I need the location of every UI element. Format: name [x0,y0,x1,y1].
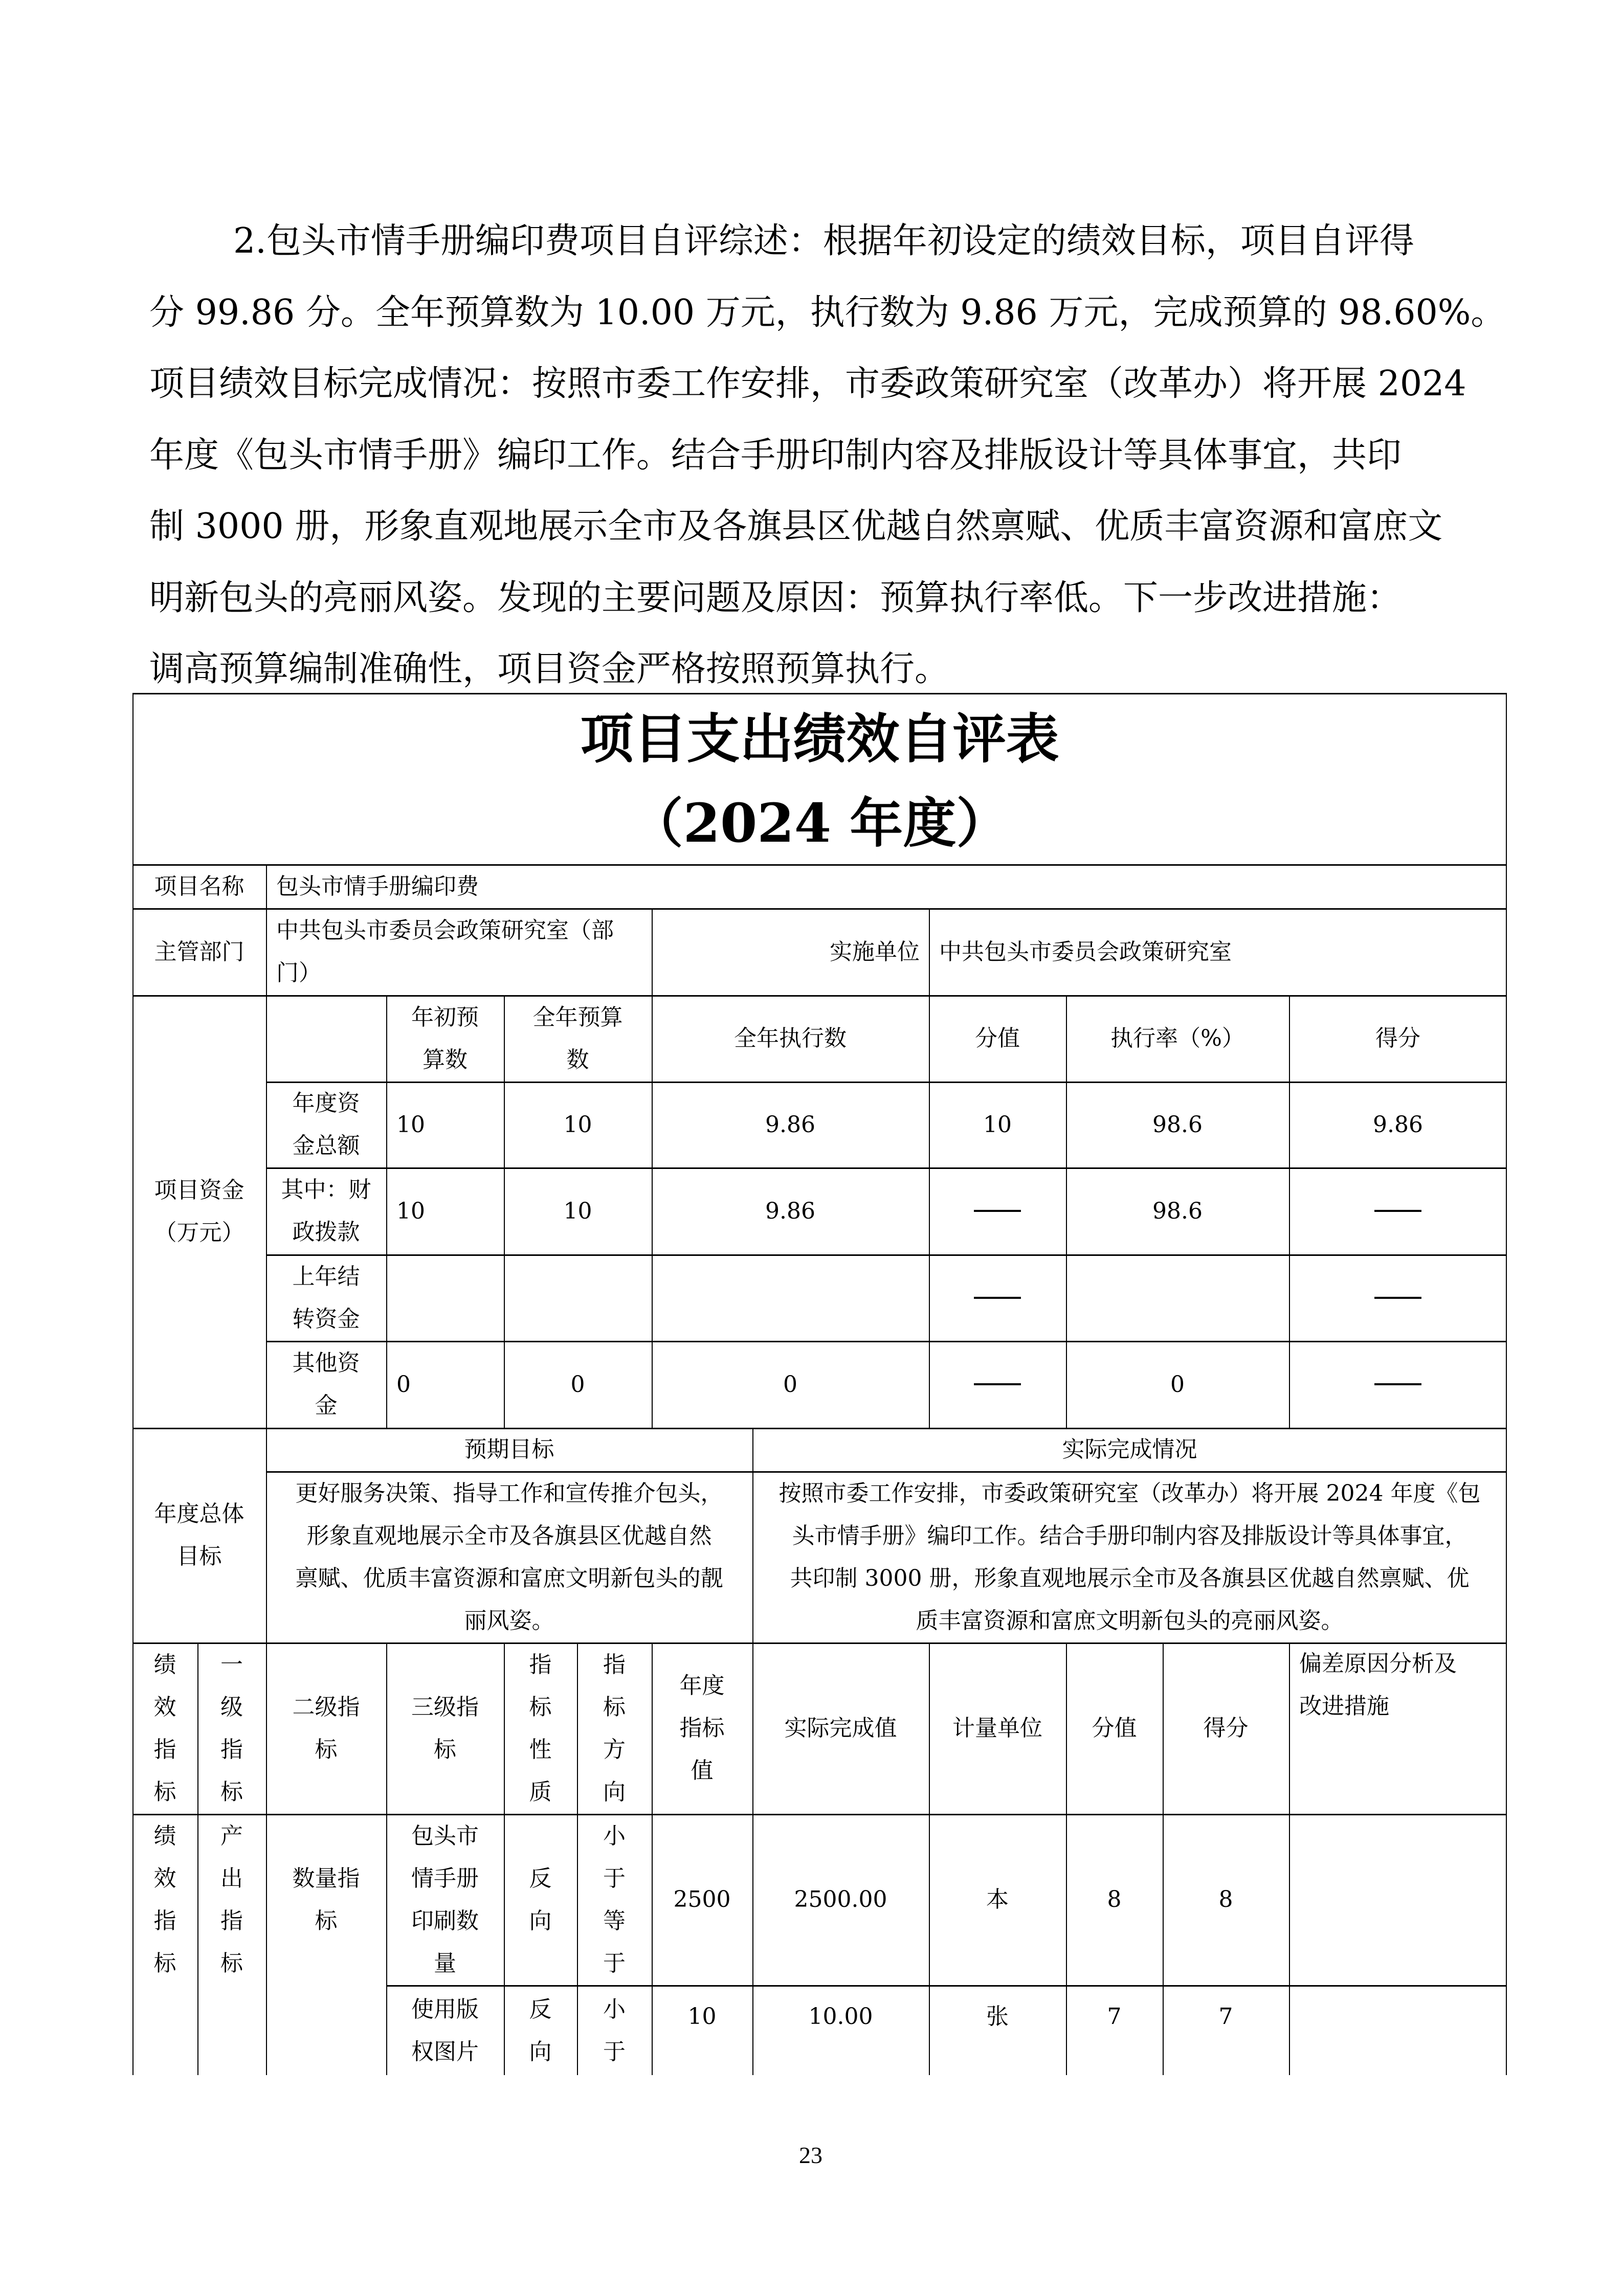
header-score [1163,1642,1289,1814]
group-level2 [266,1814,386,2075]
goal-line: 共印制 3000 册，形象直观地展示全市及各旗县区优越自然禀赋、优 [790,1565,1470,1591]
value-text: 10 [563,1111,592,1138]
header-analysis [1289,1642,1507,1814]
header-text: 级 [220,1694,243,1720]
header-text: 实际完成情况 [1062,1436,1197,1462]
cell-text: 反 [529,1865,552,1892]
header-text: 全年预算 [532,1004,623,1030]
header-text: 年初预 [411,1004,479,1030]
funds-score-dash [1289,1341,1507,1428]
funds-annual [504,1082,652,1167]
indicator-weight [1066,1814,1163,1985]
header-text: 标 [529,1694,552,1720]
header-text: 算数 [422,1046,468,1073]
actual-status-header [752,1428,1507,1471]
cell-text: 等 [603,1907,626,1934]
label-text: 主管部门 [154,938,244,965]
cell-text: 情手册 [411,1865,479,1892]
label-text: 其中：财 [281,1177,371,1203]
header-text: 效 [153,1694,176,1720]
label-text: 实施单位 [830,938,920,965]
goals-label [132,1428,266,1642]
header-perf-indicator [132,1642,197,1814]
goal-line: 丽风姿。 [464,1607,554,1634]
header-initial-budget [386,995,504,1082]
paragraph-line: 分 99.86 分。全年预算数为 10.00 万元，执行数为 9.86 万元，完成预算的 98.60%。 [149,292,1506,333]
value-text: 0 [1170,1371,1185,1398]
indicator-nature [504,1986,577,2075]
value-text: 10 [563,1198,592,1224]
group-text: 产 [220,1823,243,1849]
header-text: 得分 [1375,1025,1420,1051]
cell-text: 包头市 [411,1822,479,1849]
value-text: 0 [396,1371,411,1398]
header-text: 标 [220,1779,243,1805]
header-text: 方 [603,1736,626,1763]
level3-indicator [386,1986,504,2075]
header-text: 分值 [975,1025,1020,1051]
indicator-actual [752,1814,929,1985]
cell-text: 小 [603,1996,626,2022]
project-name-label [132,864,266,908]
cell-text: 8 [1218,1886,1233,1912]
table-subtitle: （2024 年度） [630,792,1010,854]
funds-initial [386,1082,504,1167]
dept-value [266,908,652,995]
intro-paragraph [149,206,1506,705]
header-annual-exec [652,995,929,1082]
header-text: 指标 [679,1715,725,1741]
indicator-target [652,1814,752,1985]
header-text: 预期目标 [464,1436,554,1462]
group-level1 [197,1814,266,2075]
header-text: 标 [153,1779,176,1805]
table-border [132,693,1507,694]
header-text: 实际完成值 [784,1715,897,1741]
value-text: 0 [783,1371,797,1398]
label-text: 目标 [176,1543,222,1569]
goal-line: 禀赋、优质丰富资源和富庶文明新包头的靓 [295,1565,723,1591]
header-exec-rate [1066,995,1289,1082]
header-level3 [386,1642,504,1814]
cell-text: 10.00 [808,2003,873,2030]
funds-exec [652,1082,929,1167]
label-text: 上年结 [292,1263,360,1290]
indicator-unit [929,1814,1066,1985]
funds-row-label [266,1341,386,1428]
funds-annual [504,1167,652,1254]
actual-status-text [752,1471,1507,1642]
value-text: 9.86 [765,1198,815,1224]
indicator-score [1163,1814,1289,1985]
header-text: 改进措施 [1299,1693,1389,1719]
cell-text: 于 [603,1950,626,1976]
goal-line: 按照市委工作安排，市委政策研究室（改革办）将开展 2024 年度《包 [778,1480,1481,1506]
group-text: 出 [220,1865,243,1892]
label-text: 金总额 [292,1133,360,1159]
header-unit [929,1642,1066,1814]
dash-icon [1374,1297,1421,1299]
header-text: 得分 [1203,1715,1249,1741]
funds-label [132,995,266,1428]
header-level1 [197,1642,266,1814]
cell-text: 反 [529,1996,552,2022]
indicator-score [1163,1986,1289,2047]
funds-initial [386,1341,504,1428]
header-weight [929,995,1066,1082]
header-weight [1066,1642,1163,1814]
group-text: 绩 [153,1823,176,1849]
value-text: 10 [396,1198,425,1224]
paragraph-line: 项目绩效目标完成情况：按照市委工作安排，市委政策研究室（改革办）将开展 2024 [149,364,1466,404]
label-text: 年度总体 [154,1501,244,1527]
header-text: 数 [566,1046,589,1073]
header-text: 值 [691,1758,714,1784]
group-text: 标 [315,1908,338,1934]
funds-rate [1066,1341,1289,1428]
funds-rate [1066,1167,1289,1254]
indicator-nature [504,1814,577,1985]
cell-text: 于 [603,1865,626,1892]
header-text: 指 [153,1736,176,1763]
cell-text: 张 [986,2003,1009,2030]
value-text: 包头市情手册编印费 [276,873,479,899]
dash-icon [974,1210,1021,1212]
paragraph-line: 调高预算编制准确性，项目资金严格按照预算执行。 [149,649,950,689]
header-text: 年度 [679,1673,725,1699]
header-text: 向 [603,1779,626,1805]
cell-text: 2500.00 [794,1886,887,1912]
header-text: 指 [220,1736,243,1763]
funds-row-label [266,1254,386,1341]
table-title: 项目支出绩效自评表 [580,707,1059,770]
value-text: 10 [983,1111,1012,1138]
header-text: 二级指 [292,1694,360,1720]
goal-line: 形象直观地展示全市及各旗县区优越自然 [306,1522,712,1549]
funds-initial [386,1167,504,1254]
group-text: 数量指 [292,1865,360,1892]
dash-icon [1374,1383,1421,1385]
funds-exec [652,1341,929,1428]
value-text: 中共包头市委员会政策研究室（部 [276,917,614,943]
header-text: 指 [603,1651,626,1678]
group-text: 标 [153,1950,176,1976]
header-text: 质 [529,1779,552,1805]
label-text: 转资金 [292,1305,360,1332]
header-direction [577,1642,652,1814]
header-text: 标 [315,1736,338,1763]
impl-value [929,908,1507,995]
project-name-value [266,864,1507,908]
goal-line: 质丰富资源和富庶文明新包头的亮丽风姿。 [916,1607,1344,1634]
funds-weight-dash [929,1341,1066,1428]
dash-icon [1374,1210,1421,1212]
group-text: 效 [153,1865,176,1892]
header-text: 三级指 [411,1694,479,1720]
value-text: 98.6 [1152,1198,1203,1224]
dept-label [132,908,266,995]
value-text: 9.86 [765,1111,815,1138]
funds-row-label [266,1082,386,1167]
impl-label [652,908,929,995]
group-perf-indicator [132,1814,197,2075]
cell-text: 向 [529,1907,552,1934]
header-text: 指 [529,1651,552,1678]
paragraph-line: 年度《包头市情手册》编印工作。结合手册印制内容及排版设计等具体事宜，共印 [149,435,1402,476]
funds-row-label [266,1167,386,1254]
header-level2 [266,1642,386,1814]
label-text: 其他资 [292,1350,360,1376]
goal-line: 头市情手册》编印工作。结合手册印制内容及排版设计等具体事宜， [792,1522,1467,1549]
cell-text: 使用版 [411,1996,479,2022]
funds-rate [1066,1082,1289,1167]
value-text: 0 [570,1371,585,1398]
cell-text: 7 [1107,2003,1122,2030]
cell-text: 于 [603,2038,626,2065]
header-annual-target [652,1642,752,1814]
label-text: 项目资金 [154,1177,244,1203]
funds-weight-dash [929,1167,1066,1254]
funds-weight [929,1082,1066,1167]
funds-score-dash [1289,1254,1507,1341]
paragraph-line: 2.包头市情手册编印费项目自评综述：根据年初设定的绩效目标，项目自评得 [233,221,1414,261]
paragraph-line: 制 3000 册，形象直观地展示全市及各旗县区优越自然禀赋、优质丰富资源和富庶文 [149,506,1443,547]
indicator-unit [929,1986,1066,2047]
dash-icon [974,1297,1021,1299]
cell-text: 小 [603,1822,626,1849]
cell-text: 8 [1107,1886,1122,1912]
label-text: 年度资 [292,1090,360,1116]
group-text: 指 [220,1908,243,1934]
cell-text: 7 [1218,2003,1233,2030]
funds-exec [652,1167,929,1254]
cell-text: 2500 [673,1886,731,1912]
header-text: 偏差原因分析及 [1299,1651,1457,1677]
cell-text: 量 [434,1950,456,1976]
header-text: 计量单位 [952,1715,1042,1741]
paragraph-line: 明新包头的亮丽风姿。发现的主要问题及原因：预算执行率低。下一步改进措施： [149,577,1402,618]
header-text: 标 [434,1736,456,1763]
indicator-weight [1066,1986,1163,2047]
header-text: 分值 [1092,1715,1137,1741]
cell-text: 印刷数 [411,1907,479,1934]
label-text: 政拨款 [292,1219,360,1245]
header-text: 全年执行数 [734,1025,847,1051]
value-text: 门） [276,960,321,986]
header-text: 标 [603,1694,626,1720]
expected-goal-header [266,1428,752,1471]
cell-text: 权图片 [411,2038,479,2065]
expected-goal-text [266,1471,752,1642]
dash-icon [974,1383,1021,1385]
value-text: 10 [396,1111,425,1138]
value-text: 98.6 [1152,1111,1203,1138]
header-annual-budget [504,995,652,1082]
header-score [1289,995,1507,1082]
cell-text: 向 [529,2038,552,2065]
indicator-target [652,1986,752,2047]
indicator-analysis [1289,1986,1507,2047]
indicator-actual [752,1986,929,2047]
goal-line: 更好服务决策、指导工作和宣传推介包头， [295,1480,723,1506]
label-text: （万元） [154,1220,244,1246]
funds-score-dash [1289,1167,1507,1254]
level3-indicator [386,1814,504,1985]
group-text: 指 [153,1908,176,1934]
label-text: 金 [315,1392,338,1419]
header-text: 执行率（%） [1110,1025,1244,1051]
cell-text: 本 [986,1886,1009,1912]
header-nature [504,1642,577,1814]
label-text: 项目名称 [154,873,244,899]
performance-self-evaluation-table [132,693,1507,2075]
funds-annual [504,1341,652,1428]
indicator-direction [577,1986,652,2075]
funds-score [1289,1082,1507,1167]
header-text: 一 [220,1651,243,1678]
value-text: 中共包头市委员会政策研究室 [939,938,1232,965]
indicator-direction [577,1814,652,1985]
value-text: 9.86 [1373,1111,1423,1138]
cell-text: 10 [687,2003,717,2030]
page-number: 23 [799,2142,822,2168]
header-text: 绩 [153,1651,176,1678]
header-text: 性 [529,1736,552,1763]
indicator-analysis [1289,1814,1507,1985]
header-actual-value [752,1642,929,1814]
funds-weight-dash [929,1254,1066,1341]
group-text: 标 [220,1950,243,1976]
